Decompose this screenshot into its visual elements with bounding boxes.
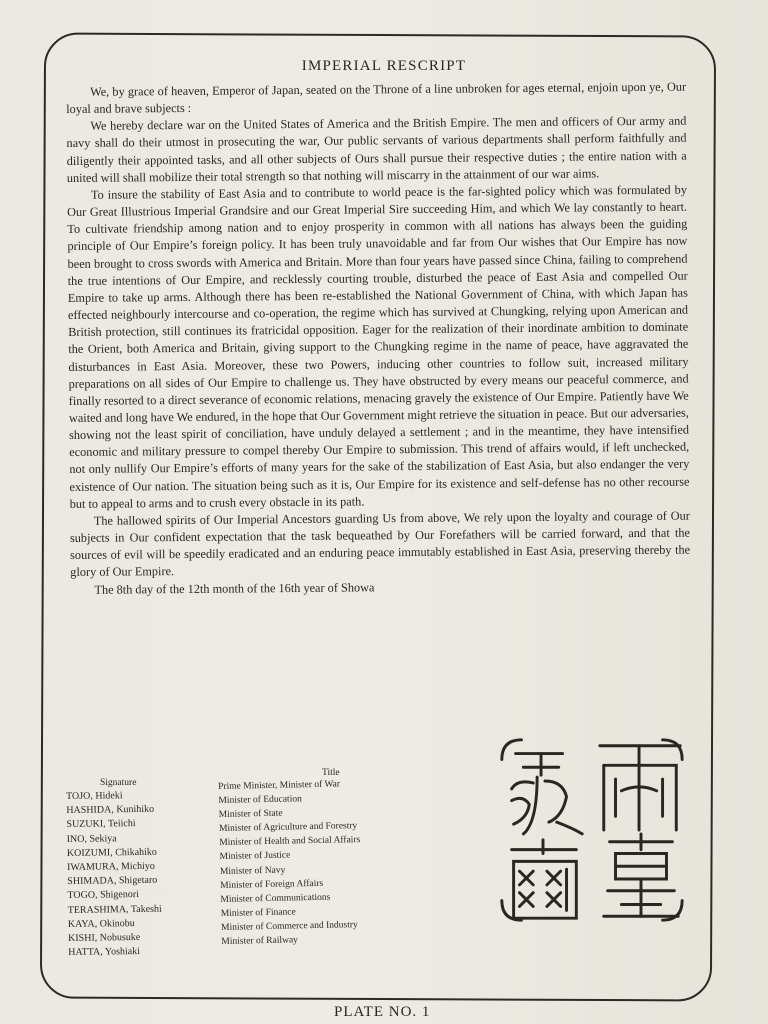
paragraph: To insure the stability of East Asia and to contribute to world peace is the far-sighted policy which was formulated by Our Great Illustrious Imperial Grandsire and our Great Imperial Sire succeeding Him, and which We lay constantly to heart. To cultivate friendship among nation and to enjoy prosperity in common with all nations has always been the guiding principle of Our Empire’s foreign policy. It has been truly unavoidable and far from Our wishes that Our Empire has now been brought to cross swords with America and Britain. More than four years have passed since China, failing to comprehend the true intentions of Our Empire, and recklessly courting trouble, disturbed the peace of East Asia and compelled Our Empire to take up arms. Although there has been re-established the National Government of China, with which Japan has effected neighbourly intercourse and co-operation, the regime which has survived at Chungking, relying upon American and British protection, still continues its fratricidal opposition. Eager for the realization of their inordinate ambition to dominate the Orient, both America and Britain, giving support to the Chungking regime in the name of peace, have aggravated the disturbances in East Asia. Moreover, these two Powers, inducing other countries to follow suit, increased military preparations on all sides of Our Empire to challenge us. They have obstructed by every means our peaceful commerce, and finally resorted to a direct severance of economic relations, menacing gravely the existence of Our Empire. Patiently have We waited and long have We endured, in the hope that Our Government might retrieve the situation in peace. But our adversaries, showing not the least spirit of conciliation, have unduly delayed a settlement ; and in the meantime, they have intensified economic and military pressure to compel thereby Our Empire to submission. This trend of affairs would, if left unchecked, not only nullify Our Empire’s efforts of many years for the sake of the stabilization of East Asia, but also endanger the very existence of Our nation. The situation being such as it is, Our Empire for its existence and self-defense has no other recourse but to appeal to arms and to crush every obstacle in its path.	[67, 182, 690, 511]
signatory-title: Minister of Foreign Affairs	[220, 878, 324, 891]
signatory-name: SUZUKI, Teiichi	[66, 818, 136, 831]
signatory-title: Prime Minister, Minister of War	[218, 779, 341, 792]
imperial-seal-icon	[494, 732, 690, 928]
signatory-title: Minister of Navy	[219, 865, 286, 877]
signatory-names	[66, 788, 228, 961]
signatory-name: TOGO, Shigenori	[67, 889, 140, 902]
document-title: IMPERIAL RESCRIPT	[301, 58, 467, 74]
signatory-name: KOIZUMI, Chikahiko	[66, 846, 157, 859]
signatory-name: IWAMURA, Michiyo	[67, 860, 155, 874]
plate-number: PLATE NO. 1	[334, 1004, 431, 1020]
signatory-name: HATTA, Yoshiaki	[68, 946, 141, 959]
paragraph: We hereby declare war on the United States of America and the British Empire. The men and officers of Our army and navy shall do their utmost in prosecuting the war, Our public servants of various departments shall perform faithfully and diligently their appointed tasks, and all other subjects of Ours shall pursue their respective duties ; the entire nation with a united will shall mobilize their total strength so that nothing will miscarry in the attainment of our war aims.	[66, 113, 687, 185]
date-line: The 8th day of the 12th month of the 16th year of Showa	[94, 579, 375, 597]
paragraph: We, by grace of heaven, Emperor of Japan, seated on the Throne of a line unbroken for ages eternal, enjoin upon ye, Our loyal and brave subjects :	[66, 79, 687, 117]
signatory-name: KISHI, Nobusuke	[67, 932, 141, 945]
signatory-title: Minister of Justice	[219, 850, 291, 863]
signature-column-header: Signature	[100, 778, 137, 788]
signatory-name: TERASHIMA, Takeshi	[67, 903, 162, 916]
rescript-body	[66, 79, 690, 599]
signatory-name: INO, Sekiya	[66, 832, 117, 845]
signatory-name: SHIMADA, Shigetaro	[67, 874, 158, 888]
signatory-title: Minister of Railway	[221, 935, 298, 947]
paragraph: The hallowed spirits of Our Imperial Ancestors guarding Us from above, We rely upon the loyalty and courage of Our subjects in Our confident expectation that the task bequeathed by Our Forefathers will be carried forward, and that the sources of evil will be speedily eradicated and an enduring peace immutably established in East Asia, preserving thereby the glory of Our Empire.	[69, 508, 691, 580]
signatory-name: KAYA, Okinobu	[67, 917, 135, 930]
signatory-title: Minister of Health and Social Affairs	[219, 835, 361, 849]
signatory-name: HASHIDA, Kunihiko	[66, 803, 155, 817]
signatory-title: Minister of Agriculture and Forestry	[218, 821, 358, 835]
signatory-title: Minister of Communications	[220, 892, 331, 905]
signatory-title: Minister of Education	[218, 794, 302, 807]
title-column-header: Title	[322, 768, 340, 778]
signatory-title: Minister of State	[218, 808, 283, 821]
signatory-name: TOJO, Hideki	[66, 790, 123, 802]
signatory-titles	[218, 775, 481, 950]
signatory-title: Minister of Commerce and Industry	[220, 920, 358, 933]
signatory-title: Minister of Finance	[220, 907, 296, 919]
